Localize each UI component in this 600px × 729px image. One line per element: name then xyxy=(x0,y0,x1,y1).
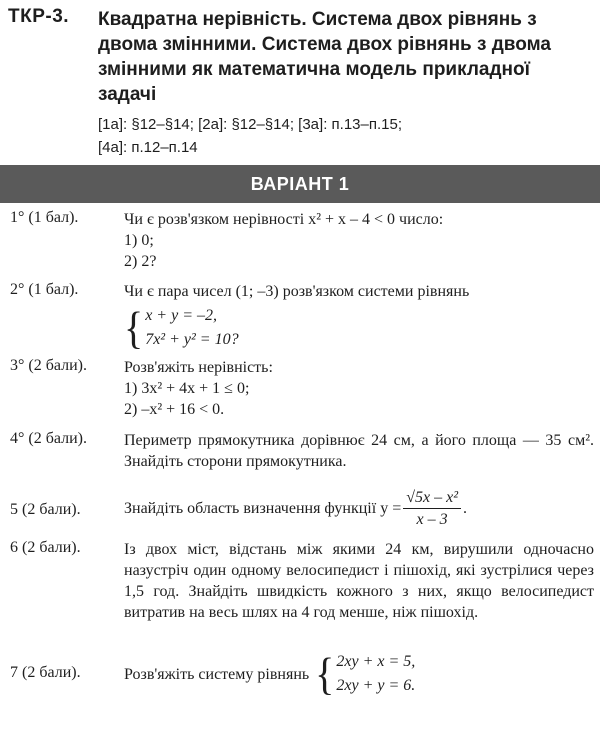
task-5-denominator: x – 3 xyxy=(416,511,448,528)
work-title: Квадратна нерівність. Система двох рівнянь з двома змінними. Система двох рівнянь з двома змінними як математична модель прикладної задачі xyxy=(98,9,551,105)
task-2-equation-1: x + y = –2, xyxy=(145,307,217,324)
system-brace: { xyxy=(315,647,335,700)
variant-banner: ВАРІАНТ 1 xyxy=(0,165,600,203)
task-3-text: Розв'яжіть нерівність: xyxy=(124,359,273,376)
task-4-text: Периметр прямокутника дорівнює 24 см, а його площа — 35 см². Знайдіть сторони прямокутника. xyxy=(124,432,594,470)
task-2-text: Чи є пара чисел (1; –3) розв'язком системи рівнянь xyxy=(124,283,470,300)
task-1-text: Чи є розв'язком нерівності x² + x – 4 < 0 число: xyxy=(124,211,444,228)
task-7-equation-2: 2xy + y = 6. xyxy=(336,677,416,694)
textbook-references xyxy=(98,113,578,159)
system-brace: { xyxy=(124,301,144,354)
task-5-tail: . xyxy=(463,500,467,517)
task-7-points: 7 (2 бали). xyxy=(10,664,81,681)
references-line-1: [1а]: §12–§14; [2а]: §12–§14; [3а]: п.13–п.15; xyxy=(98,116,402,133)
task-3-points: 3° (2 бали). xyxy=(10,357,87,374)
work-code: ТКР-3. xyxy=(8,6,70,27)
task-1-points: 1° (1 бал). xyxy=(10,209,79,226)
task-5-numerator: √5x – x² xyxy=(406,489,458,506)
task-6-points: 6 (2 бали). xyxy=(10,539,81,556)
task-5-fraction xyxy=(403,487,461,530)
task-6-text: Із двох міст, відстань між якими 24 км, вирушили одночасно назустріч один одному велосипедист і пішохід, які зустрілися через 1,5 год. Знайдіть швидкість кожного з них, якщо велосипедист витратив на весь шлях на 4 год менше, ніж пішохід. xyxy=(124,541,594,621)
task-3-item-1: 1) 3x² + 4x + 1 ≤ 0; xyxy=(124,380,250,397)
task-5-points: 5 (2 бали). xyxy=(10,501,81,518)
task-5-text: Знайдіть область визначення функції y = xyxy=(124,500,402,517)
task-1-option-2: 2) 2? xyxy=(124,253,157,270)
task-4-points: 4° (2 бали). xyxy=(10,430,87,447)
references-line-2: [4а]: п.12–п.14 xyxy=(98,139,198,156)
task-3-item-2: 2) –x² + 16 < 0. xyxy=(124,401,225,418)
task-2-equation-2: 7x² + y² = 10? xyxy=(145,331,239,348)
task-7-text: Розв'яжіть систему рівнянь xyxy=(124,665,310,683)
task-7-equation-1: 2xy + x = 5, xyxy=(336,653,416,670)
task-1-option-1: 1) 0; xyxy=(124,232,154,249)
task-2-points: 2° (1 бал). xyxy=(10,281,79,298)
